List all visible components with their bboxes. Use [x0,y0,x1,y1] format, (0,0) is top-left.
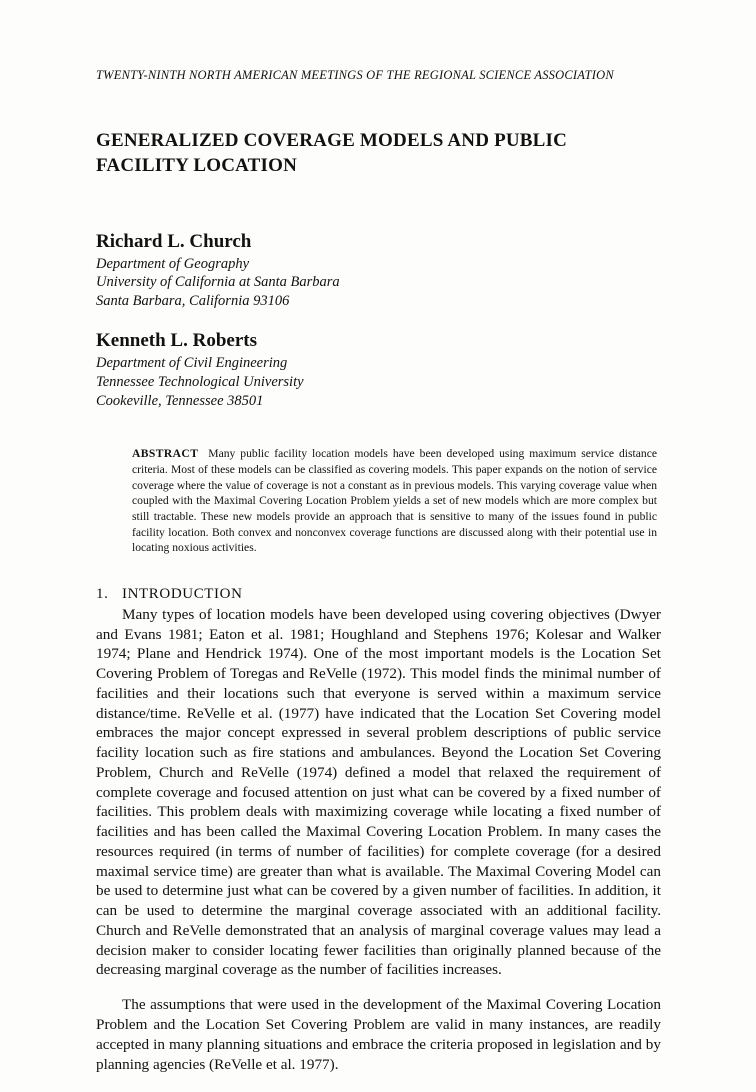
running-head: TWENTY-NINTH NORTH AMERICAN MEETINGS OF THE REGIONAL SCIENCE ASSOCIATION [96,68,614,82]
author-name: Kenneth L. Roberts [96,330,257,352]
author-block-1 [96,230,661,311]
section-number: 1. [96,585,109,602]
body-paragraph: Many types of location models have been developed using covering objectives (Dwyer and Evans 1981; Eaton et al. 1981; Houghland and Stephens 1976; Kolesar and Walker 1974; Plane and Hendrick 1974). One of the most important models is the Location Set Covering Problem of Toregas and ReVelle (1972). This model finds the minimal number of facilities and their locations such that everyone is served within a maximum service distance/time. ReVelle et al. (1977) have indicated that the Location Set Covering model embraces the major concept expressed in several problem descriptions of public service facility location such as fire stations and ambulances. Beyond the Location Set Covering Problem, Church and ReVelle (1974) defined a model that relaxed the requirement of complete coverage and focused attention on just what can be covered by a fixed number of facilities. This problem deals with maximizing coverage while locating a fixed number of facilities and has been called the Maximal Covering Location Problem. In many cases the resources required (in terms of number of facilities) for complete coverage (for a desired maximal service time) are greater than what is available. The Maximal Covering Model can be used to determine just what can be covered by a given number of facilities. In addition, it can be used to determine the marginal coverage associated with an additional facility. Church and ReVelle demonstrated that an analysis of marginal coverage values may lead a decision maker to consider locating fewer facilities than originally planned because of the decreasing marginal coverage as the number of facilities increases. [96,605,661,979]
author-affiliation-line: Department of Civil Engineering [96,354,288,371]
section-title: INTRODUCTION [122,585,243,602]
abstract-section [132,446,657,555]
author-affiliation-line: Cookeville, Tennessee 38501 [96,392,264,409]
author-affiliation-line: Tennessee Technological University [96,373,304,390]
abstract-text: Many public facility location models have been developed using maximum service distance criteria. Most of these models can be classified as covering models. This paper expands on the notion of service coverage where the value of coverage is not a constant as in previous models. This varying coverage value when coupled with the Maximal Covering Location Problem yields a set of new models which are more complex but still tractable. These new models provide an approach that is sensitive to many of the issues found in public facility location. Both convex and nonconvex coverage functions are discussed along with their potential use in locating noxious activities. [132,447,657,555]
body-paragraph: The assumptions that were used in the development of the Maximal Covering Location Problem and the Location Set Covering Problem are valid in many instances, are readily accepted in many planning situations and embrace the criteria proposed in legislation and by planning agencies (ReVelle et al. 1977). [96,996,661,1073]
author-affiliation-line: Department of Geography [96,255,250,272]
author-block-2 [96,329,661,410]
author-name: Richard L. Church [96,230,252,252]
abstract-spacer [198,447,208,460]
author-affiliation-line: Santa Barbara, California 93106 [96,293,290,310]
section-heading-introduction [96,586,661,603]
author-affiliation-line: University of California at Santa Barbara [96,274,340,291]
abstract-label: ABSTRACT [132,447,199,461]
page-content [96,68,661,1089]
page-title: GENERALIZED COVERAGE MODELS AND PUBLIC FACILITY LOCATION [96,129,568,176]
